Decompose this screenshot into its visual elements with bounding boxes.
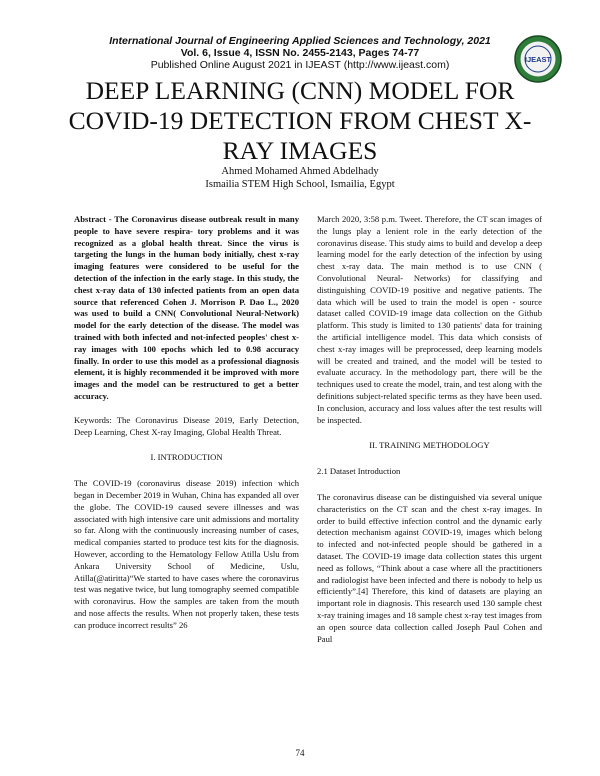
left-column [74, 214, 299, 632]
abstract: Abstract - The Coronavirus disease outbreak result in many people to have severe respira- tory problems and it was recognized as a global health threat. Since the virus is targeting the lungs in the human body initially, chest x-ray imaging features were considered to be useful for the detection of the infection in the early stage. In this study, the chest x-ray data of 130 infected patients from an open data source that referenced Cohen J. Morrison P. Dao L., 2020 was used to build a CNN( Convolutional Neural-Network) model for the early detection of the disease. The model was trained with both infected and not-infected peoples' chest x-ray images with 100 epochs which led to 0.98 accuracy finally. In order to use this model as a professional diagnosis element, it is highly recommended it be improved with more images and the model can be restructured to get a better accuracy. [74, 214, 299, 401]
section-heading-training-methodology: II. TRAINING METHODOLOGY [369, 440, 490, 451]
journal-name: International Journal of Engineering Applied Sciences and Technology, 2021 [109, 35, 491, 47]
right-column [317, 214, 542, 645]
introduction-continued: March 2020, 3:58 p.m. Tweet. Therefore, the CT scan images of the lungs play a lenient role in the early detection of the coronavirus disease. This study aims to build and develop a deep learning model for the early detection of the infection by using chest x-ray data. The main method is to use CNN ( Convolutional Neural- Networks) for classifying and distinguishing COVID-19 positive and negative patients. The data which will be used to train the model is open - source dataset called COVID-19 image data collection on the Github platform. This study is limited to 130 patients' data for training the artificial intelligence model. This data which consists of chest x-ray images will be preprocessed, deep learning models will be created and trained, and the model will be tested to evaluate accuracy. In the methodology part, there will be the techniques used to create the model, train, and test along with the definitions subject-related specific terms as they have been used. In conclusion, accuracy and loss values after the test results will be inspected. [317, 214, 542, 425]
author-affiliation: Ismailia STEM High School, Ismailia, Egypt [205, 179, 395, 190]
logo-text: IJEAST [524, 55, 552, 64]
dataset-text: The coronavirus disease can be distinguished via several unique characteristics on the CT scan and the chest x-ray images. In order to build effective infection control and the dynamic early detection mechanism against COVID-19, images which belong to infected and not-infected people should be gathered in a dataset. The COVID-19 image data collection states this urgent need as follows, “Think about a case where all the practitioners and radiologist have been infected and there is nobody to help us efficiently”.[4] Therefore, this kind of datasets are playing an important role in diagnosis. This research used 130 sample chest x-ray training images and 18 sample chest x-ray test images from an open source data collection called Joseph Paul Cohen and Paul [317, 491, 542, 644]
subsection-heading-dataset: 2.1 Dataset Introduction [317, 466, 401, 477]
introduction-text: The COVID-19 (coronavirus disease 2019) infection which began in December 2019 in Wuhan, China has expanded all over the globe. The COVID-19 caused severe illnesses and was associated with high intensive care unit admissions and mortality so far. Along with the continuously increasing number of cases, medical companies started to produce test kits for the diagnosis. However, according to the Hematology Fellow Atilla Uslu from Ankara University School of Medicine, Uslu, Atilla(@atiritta)“We started to have cases where the coronavirus test was negative twice, but lung tomography seemed compatible with coronavirus. How the samples are taken from the mouth and nose affects the results. When not properly taken, these tests can produce incorrect results” 26 [74, 478, 299, 630]
section-heading-introduction: I. INTRODUCTION [150, 452, 223, 463]
publication-info: Published Online August 2021 in IJEAST (http://www.ijeast.com) [150, 59, 450, 71]
keywords: Keywords: The Coronavirus Disease 2019, Early Detection, Deep Learning, Chest X-ray Imaging, Global Health Threat. [74, 414, 299, 437]
page-number: 74 [295, 748, 305, 758]
journal-volume: Vol. 6, Issue 4, ISSN No. 2455-2143, Pages 74-77 [180, 47, 420, 59]
author-name: Ahmed Mohamed Ahmed Abdelhady [221, 166, 379, 177]
paper-title: DEEP LEARNING (CNN) MODEL FOR COVID-19 DETECTION FROM CHEST X-RAY IMAGES [68, 76, 532, 165]
